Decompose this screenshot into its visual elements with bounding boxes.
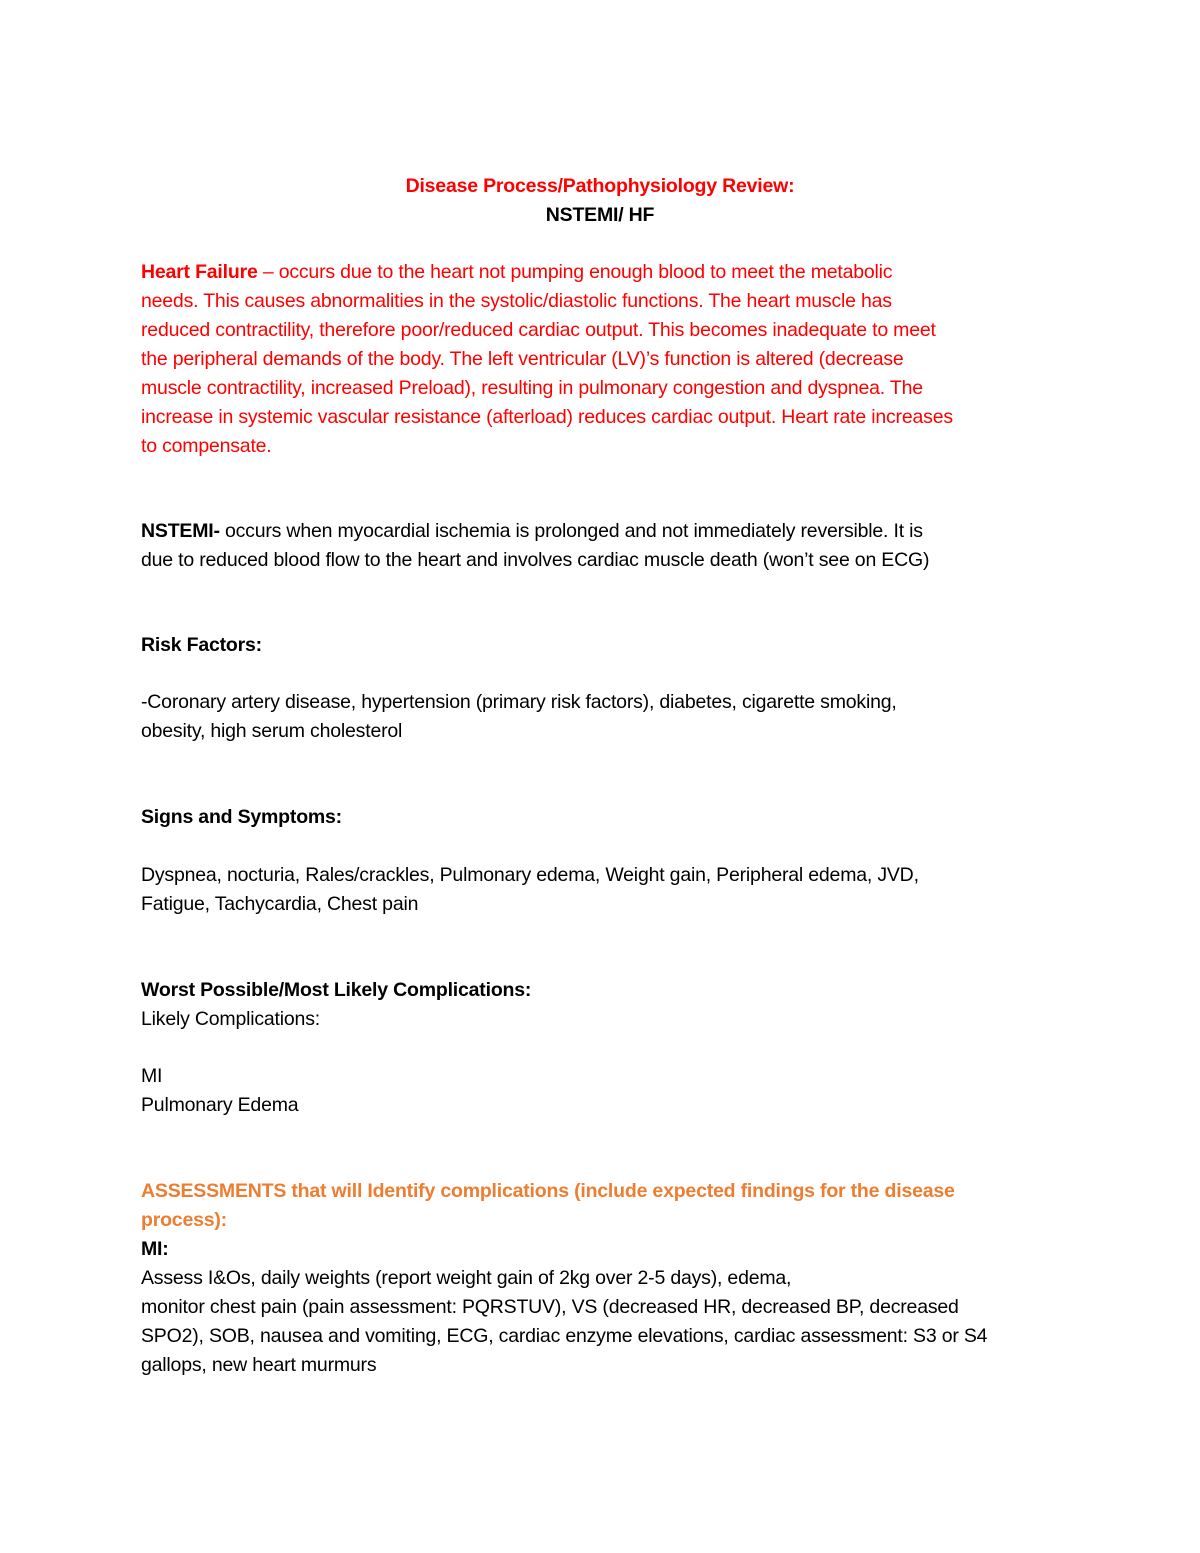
complications-list [141, 1062, 1071, 1120]
title-line-1: Disease Process/Pathophysiology Review: [405, 175, 795, 197]
assessments-mi-label: MI: [141, 1238, 169, 1260]
complication-item: Pulmonary Edema [141, 1094, 299, 1116]
complications-subheading: Likely Complications: [141, 1008, 320, 1030]
heart-failure-line: reduced contractility, therefore poor/reduced cardiac output. This becomes inadequate to meet [141, 319, 936, 341]
assessments-section [141, 1177, 1071, 1380]
nstemi-paragraph [141, 517, 1071, 575]
heart-failure-line: needs. This causes abnormalities in the systolic/diastolic functions. The heart muscle has [141, 290, 892, 312]
assessments-line: SPO2), SOB, nausea and vomiting, ECG, cardiac enzyme elevations, cardiac assessment: S3 or S4 [141, 1325, 988, 1347]
heart-failure-line: to compensate. [141, 435, 272, 457]
signs-line: Fatigue, Tachycardia, Chest pain [141, 893, 419, 915]
nstemi-line: occurs when myocardial ischemia is prolonged and not immediately reversible. It is [219, 520, 923, 542]
risk-factors-line: -Coronary artery disease, hypertension (primary risk factors), diabetes, cigarette smoking, [141, 691, 897, 713]
complication-item: MI [141, 1065, 163, 1087]
nstemi-term: NSTEMI- [141, 520, 220, 542]
heart-failure-paragraph [141, 258, 1071, 461]
risk-factors-list [141, 688, 1071, 746]
heart-failure-line: the peripheral demands of the body. The left ventricular (LV)’s function is altered (decrease [141, 348, 904, 370]
heart-failure-line: increase in systemic vascular resistance (afterload) reduces cardiac output. Heart rate increases [141, 406, 953, 428]
risk-factors-heading: Risk Factors: [141, 634, 262, 656]
document-title [0, 172, 1200, 230]
complications-section [141, 976, 1071, 1034]
signs-heading: Signs and Symptoms: [141, 806, 342, 828]
heart-failure-line: muscle contractility, increased Preload), resulting in pulmonary congestion and dyspnea. The [141, 377, 923, 399]
assessments-heading: ASSESSMENTS that will Identify complications (include expected findings for the disease [141, 1180, 955, 1202]
assessments-heading: process): [141, 1209, 227, 1231]
nstemi-line: due to reduced blood flow to the heart and involves cardiac muscle death (won’t see on ECG) [141, 549, 930, 571]
risk-factors-line: obesity, high serum cholesterol [141, 720, 403, 742]
complications-heading: Worst Possible/Most Likely Complications: [141, 979, 532, 1001]
assessments-line: gallops, new heart murmurs [141, 1354, 377, 1376]
assessments-line: monitor chest pain (pain assessment: PQRSTUV), VS (decreased HR, decreased BP, decreased [141, 1296, 959, 1318]
heart-failure-term: Heart Failure [141, 261, 258, 283]
signs-list [141, 861, 1071, 919]
assessments-line: Assess I&Os, daily weights (report weight gain of 2kg over 2-5 days), edema, [141, 1267, 792, 1289]
title-line-2: NSTEMI/ HF [545, 204, 655, 226]
signs-line: Dyspnea, nocturia, Rales/crackles, Pulmonary edema, Weight gain, Peripheral edema, JVD, [141, 864, 919, 886]
heart-failure-line: – occurs due to the heart not pumping enough blood to meet the metabolic [257, 261, 893, 283]
